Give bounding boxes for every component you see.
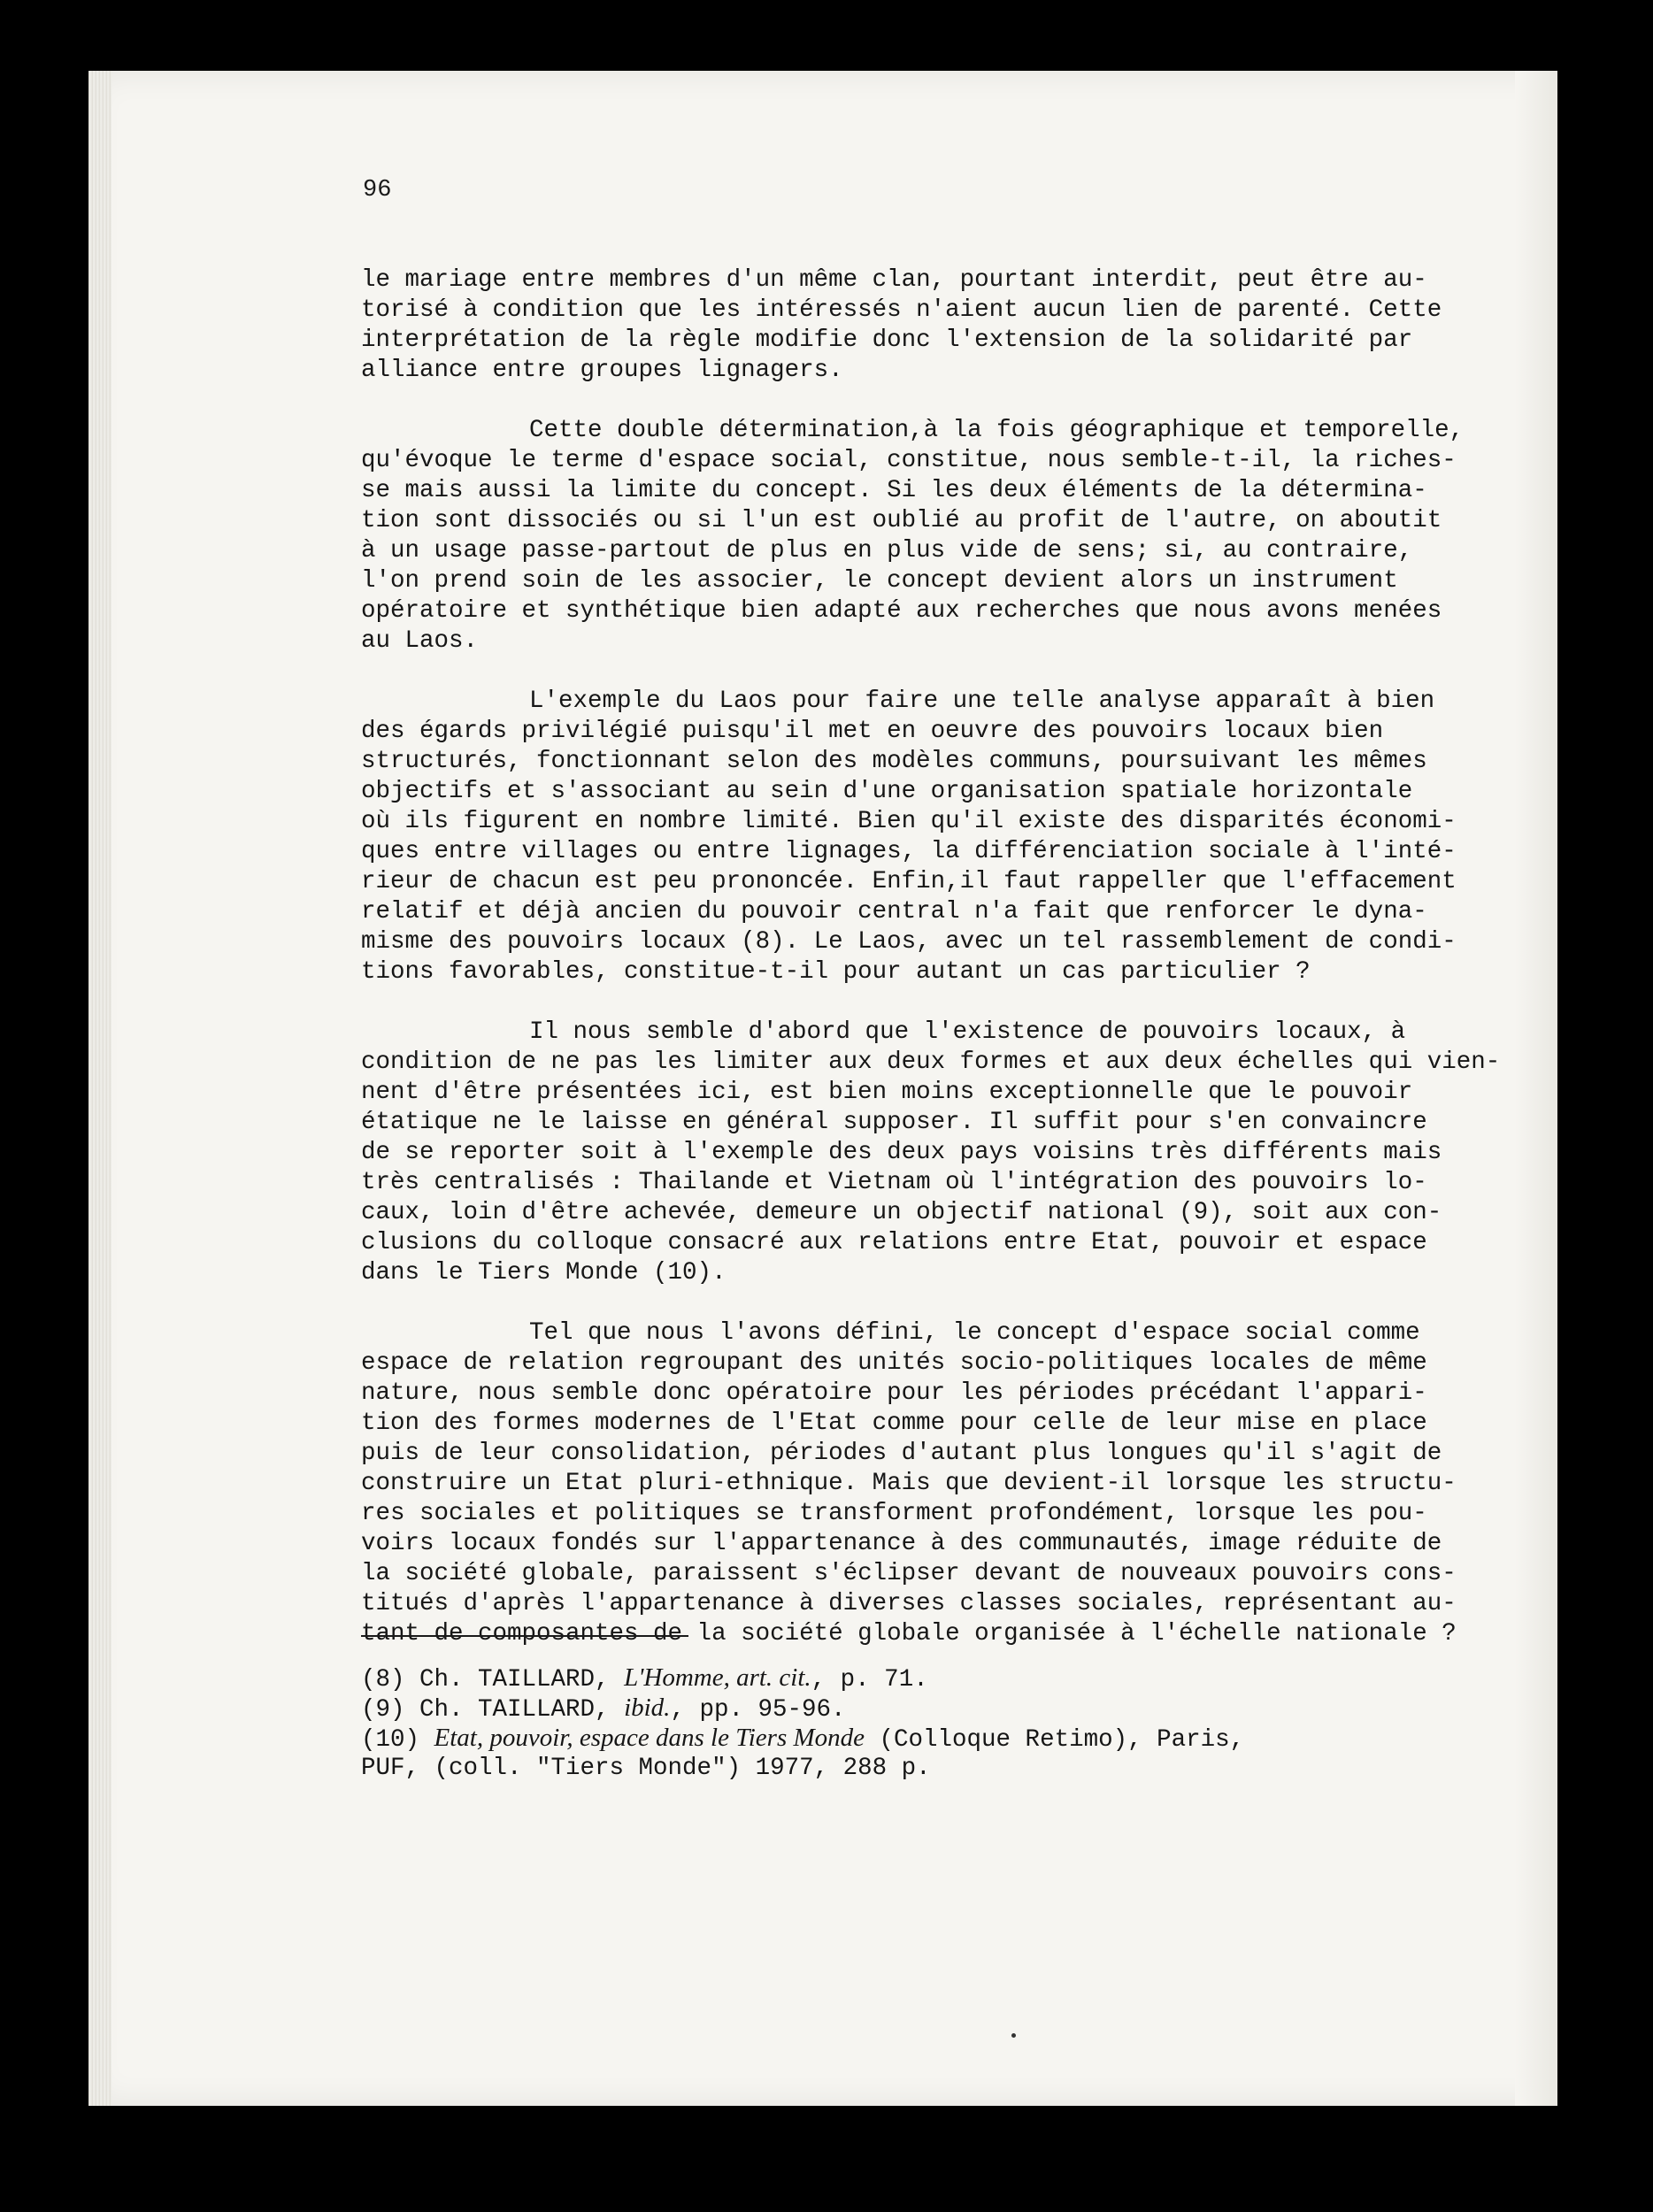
text-line: res sociales et politiques se transforment profondément, lorsque les pou- (361, 1500, 1427, 1527)
paragraph-gap (361, 987, 1423, 1018)
text-line: qu'évoque le terme d'espace social, constitue, nous semble-t-il, la riches- (361, 447, 1457, 474)
paragraph (361, 265, 1442, 386)
paragraph-gap (361, 386, 1423, 416)
page-gutter-shadow (1515, 71, 1557, 2106)
paragraph-gap (361, 1288, 1423, 1318)
text-line: étatique ne le laisse en général supposer. Il suffit pour s'en convaincre (361, 1109, 1427, 1136)
text-line: rieur de chacun est peu prononcée. Enfin,il faut rappeller que l'effacement (361, 868, 1457, 895)
text-line: tions favorables, constitue-t-il pour autant un cas particulier ? (361, 958, 1311, 986)
text-line: Tel que nous l'avons défini, le concept d'espace social comme (529, 1319, 1420, 1347)
footnote-10: (10) Etat, pouvoir, espace dans le Tiers Monde (Colloque Retimo), Paris, (361, 1724, 1245, 1754)
paragraph (361, 1018, 1501, 1288)
text-line: voirs locaux fondés sur l'appartenance à des communautés, image réduite de (361, 1530, 1442, 1557)
text-line: se mais aussi la limite du concept. Si les deux éléments de la détermina- (361, 477, 1427, 504)
text-line: condition de ne pas les limiter aux deux formes et aux deux échelles qui vien- (361, 1048, 1501, 1076)
text-line: structurés, fonctionnant selon des modèles communs, poursuivant les mêmes (361, 748, 1427, 775)
text-line: nature, nous semble donc opératoire pour les périodes précédant l'appari- (361, 1379, 1427, 1407)
text-line: le mariage entre membres d'un même clan, pourtant interdit, peut être au- (361, 266, 1427, 294)
text-line: tant de composantes de la société globale organisée à l'échelle nationale ? (361, 1620, 1457, 1647)
text-line: Il nous semble d'abord que l'existence de pouvoirs locaux, à (529, 1018, 1406, 1046)
footnote-10-continued: PUF, (coll. "Tiers Monde") 1977, 288 p. (361, 1755, 931, 1782)
text-line: torisé à condition que les intéressés n'aient aucun lien de parenté. Cette (361, 296, 1442, 324)
page-stack-edge (88, 71, 111, 2106)
text-line: tion sont dissociés ou si l'un est oublié au profit de l'autre, on aboutit (361, 507, 1442, 534)
text-line: construire un Etat pluri-ethnique. Mais que devient-il lorsque les structu- (361, 1470, 1457, 1497)
text-line: où ils figurent en nombre limité. Bien qu'il existe des disparités économi- (361, 808, 1457, 835)
text-line: des égards privilégié puisqu'il met en oeuvre des pouvoirs locaux bien (361, 718, 1384, 745)
text-line: de se reporter soit à l'exemple des deux pays voisins très différents mais (361, 1139, 1442, 1166)
text-line: caux, loin d'être achevée, demeure un objectif national (9), soit aux con- (361, 1199, 1442, 1226)
paragraph (361, 687, 1457, 987)
text-line: L'exemple du Laos pour faire une telle analyse apparaît à bien (529, 687, 1435, 715)
text-line: titués d'après l'appartenance à diverses classes sociales, représentant au- (361, 1590, 1457, 1617)
text-line: au Laos. (361, 627, 479, 655)
text-line: dans le Tiers Monde (10). (361, 1259, 727, 1286)
text-line: alliance entre groupes lignagers. (361, 357, 843, 384)
text-line: tion des formes modernes de l'Etat comme pour celle de leur mise en place (361, 1409, 1427, 1437)
text-line: objectifs et s'associant au sein d'une organisation spatiale horizontale (361, 778, 1413, 805)
text-line: l'on prend soin de les associer, le concept devient alors un instrument (361, 567, 1398, 595)
paragraph-gap (361, 657, 1423, 687)
body-text (361, 265, 1501, 1649)
text-line: misme des pouvoirs locaux (8). Le Laos, avec un tel rassemblement de condi- (361, 928, 1457, 956)
text-line: espace de relation regroupant des unités socio-politiques locales de même (361, 1349, 1427, 1377)
text-line: nent d'être présentées ici, est bien moins exceptionnelle que le pouvoir (361, 1079, 1413, 1106)
paragraph (361, 416, 1465, 657)
page-speck (1011, 2033, 1016, 2038)
footnote-9: (9) Ch. TAILLARD, ibid., pp. 95-96. (361, 1694, 846, 1724)
text-line: à un usage passe-partout de plus en plus vide de sens; si, au contraire, (361, 537, 1413, 565)
text-line: très centralisés : Thailande et Vietnam où l'intégration des pouvoirs lo- (361, 1169, 1427, 1196)
page-number: 96 (363, 177, 392, 204)
text-line: ques entre villages ou entre lignages, la différenciation sociale à l'inté- (361, 838, 1457, 865)
text-line: relatif et déjà ancien du pouvoir central n'a fait que renforcer le dyna- (361, 898, 1427, 926)
paragraph (361, 1318, 1457, 1649)
footnote-8: (8) Ch. TAILLARD, L'Homme, art. cit., p. 71. (361, 1663, 928, 1694)
text-line: clusions du colloque consacré aux relations entre Etat, pouvoir et espace (361, 1229, 1427, 1256)
text-line: interprétation de la règle modifie donc l'extension de la solidarité par (361, 326, 1413, 354)
footnote-separator (361, 1635, 688, 1637)
text-line: la société globale, paraissent s'éclipser devant de nouveaux pouvoirs cons- (361, 1560, 1457, 1587)
text-line: Cette double détermination,à la fois géographique et temporelle, (529, 417, 1465, 444)
text-line: opératoire et synthétique bien adapté aux recherches que nous avons menées (361, 597, 1442, 625)
text-line: puis de leur consolidation, périodes d'autant plus longues qu'il s'agit de (361, 1440, 1442, 1467)
footnotes (361, 1663, 1423, 1784)
